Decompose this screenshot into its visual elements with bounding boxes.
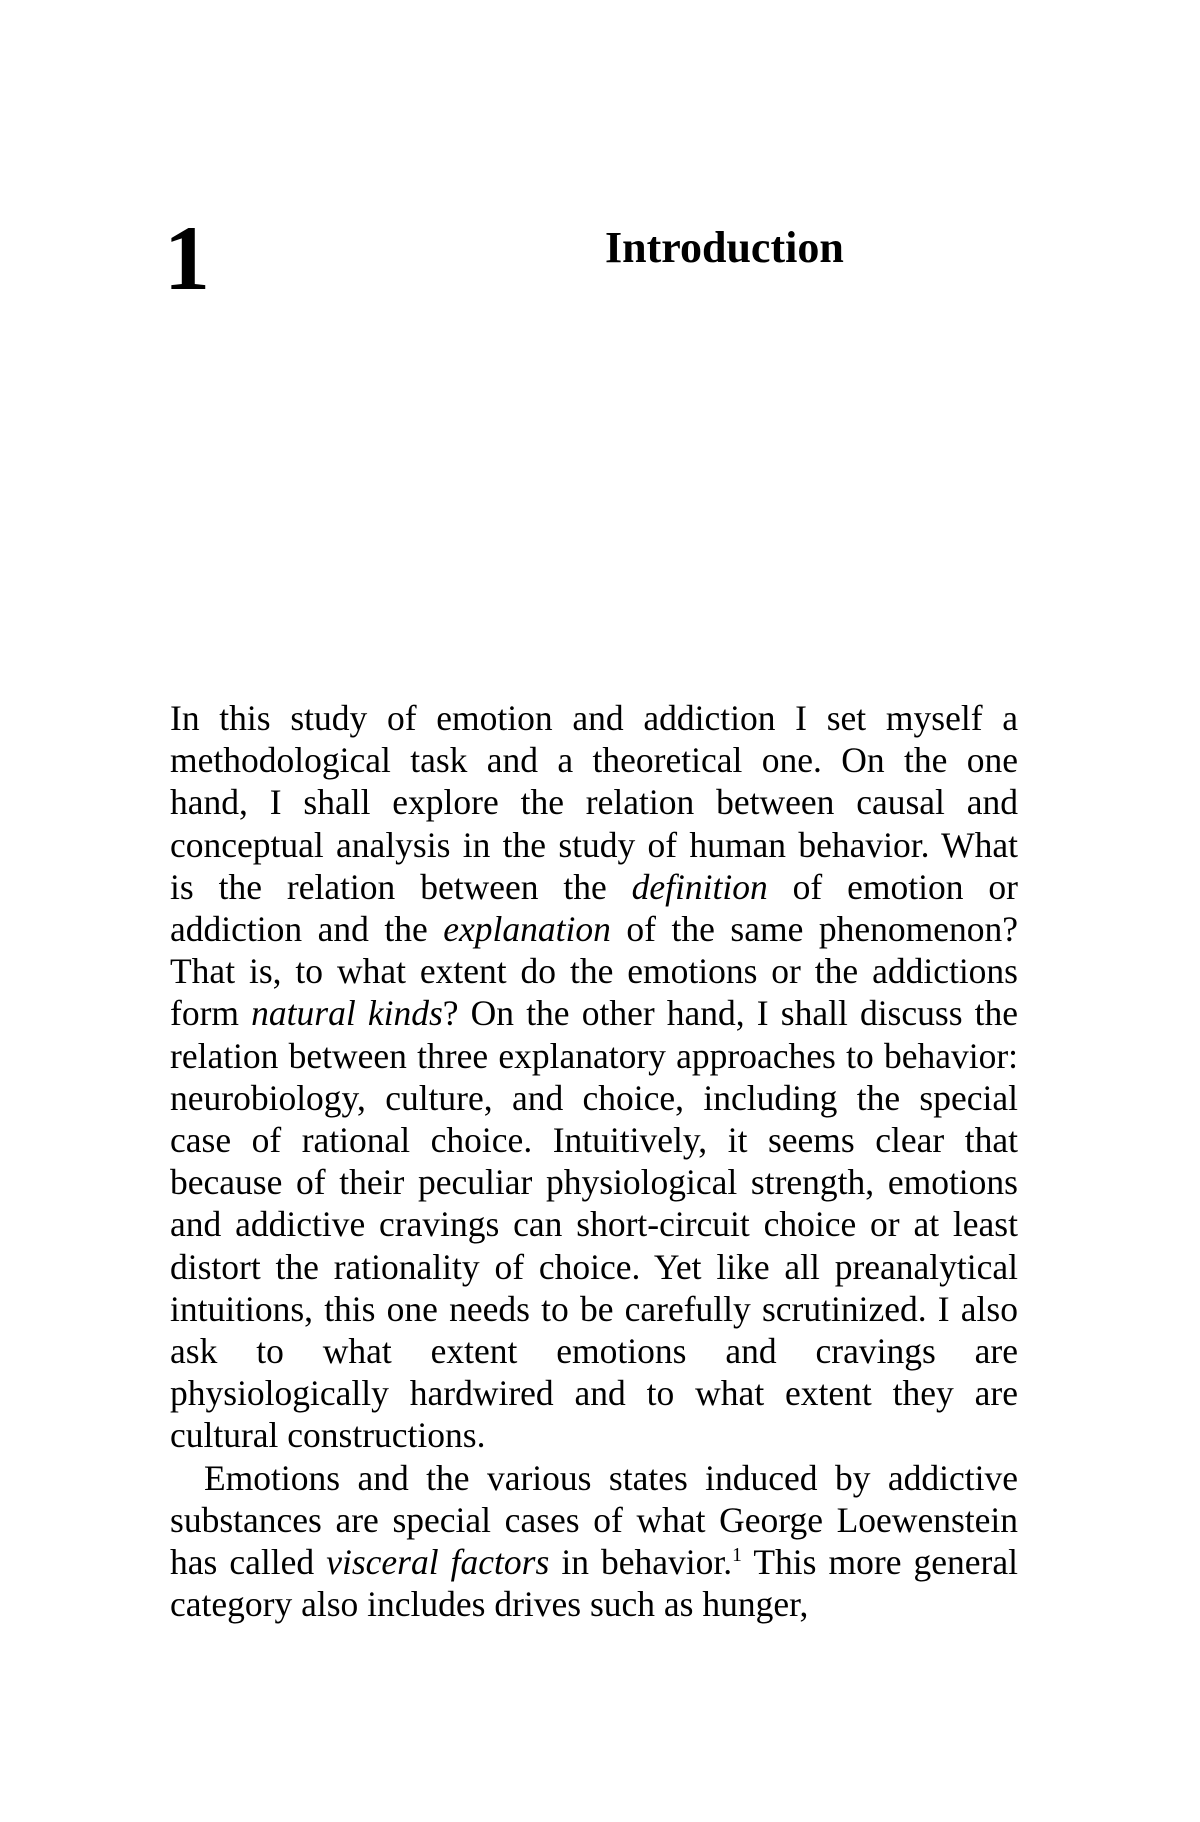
text-run: Emotions and the various states induced by addictive substances are special cases of what George Loewenstein has called	[170, 1458, 1018, 1582]
text-run: In this study of emotion and addiction I set myself a methodological task and a theoretical one. On the one hand, I shall explore the relation between causal and conceptual analysis in the study of human behavior. What is the relation between the	[170, 698, 1018, 907]
text-run: This more general category also includes drives such as hunger,	[170, 1542, 1018, 1624]
chapter-title: Introduction	[605, 226, 844, 270]
paragraph-1	[170, 697, 1018, 1457]
italic-term-visceral-factors: visceral factors	[326, 1542, 549, 1582]
body-text	[170, 697, 1018, 1625]
italic-term-definition: definition	[632, 867, 768, 907]
text-run: of emotion or addiction and the	[170, 867, 1018, 949]
text-run: ? On the other hand, I shall discuss the relation between three explanatory approaches to behavior: neurobiology, culture, and choice, including the special case of rational choice. Intuitively, it seems clear that because of their peculiar physiological strength, emotions and addictive cravings can short-circuit choice or at least distort the rationality of choice. Yet like all preanalytical intuitions, this one needs to be carefully scrutinized. I also ask to what extent emotions and cravings are physiologically hardwired and to what extent they are cultural constructions.	[170, 993, 1018, 1455]
paragraph-2	[170, 1457, 1018, 1626]
text-run: of the same phenomenon? That is, to what extent do the emotions or the addictions form	[170, 909, 1018, 1033]
footnote-marker[interactable]: 1	[732, 1545, 742, 1566]
book-page	[0, 0, 1200, 1822]
italic-term-natural-kinds: natural kinds	[251, 993, 443, 1033]
italic-term-explanation: explanation	[443, 909, 611, 949]
chapter-number: 1	[164, 212, 210, 304]
text-run: in behavior.	[549, 1542, 732, 1582]
